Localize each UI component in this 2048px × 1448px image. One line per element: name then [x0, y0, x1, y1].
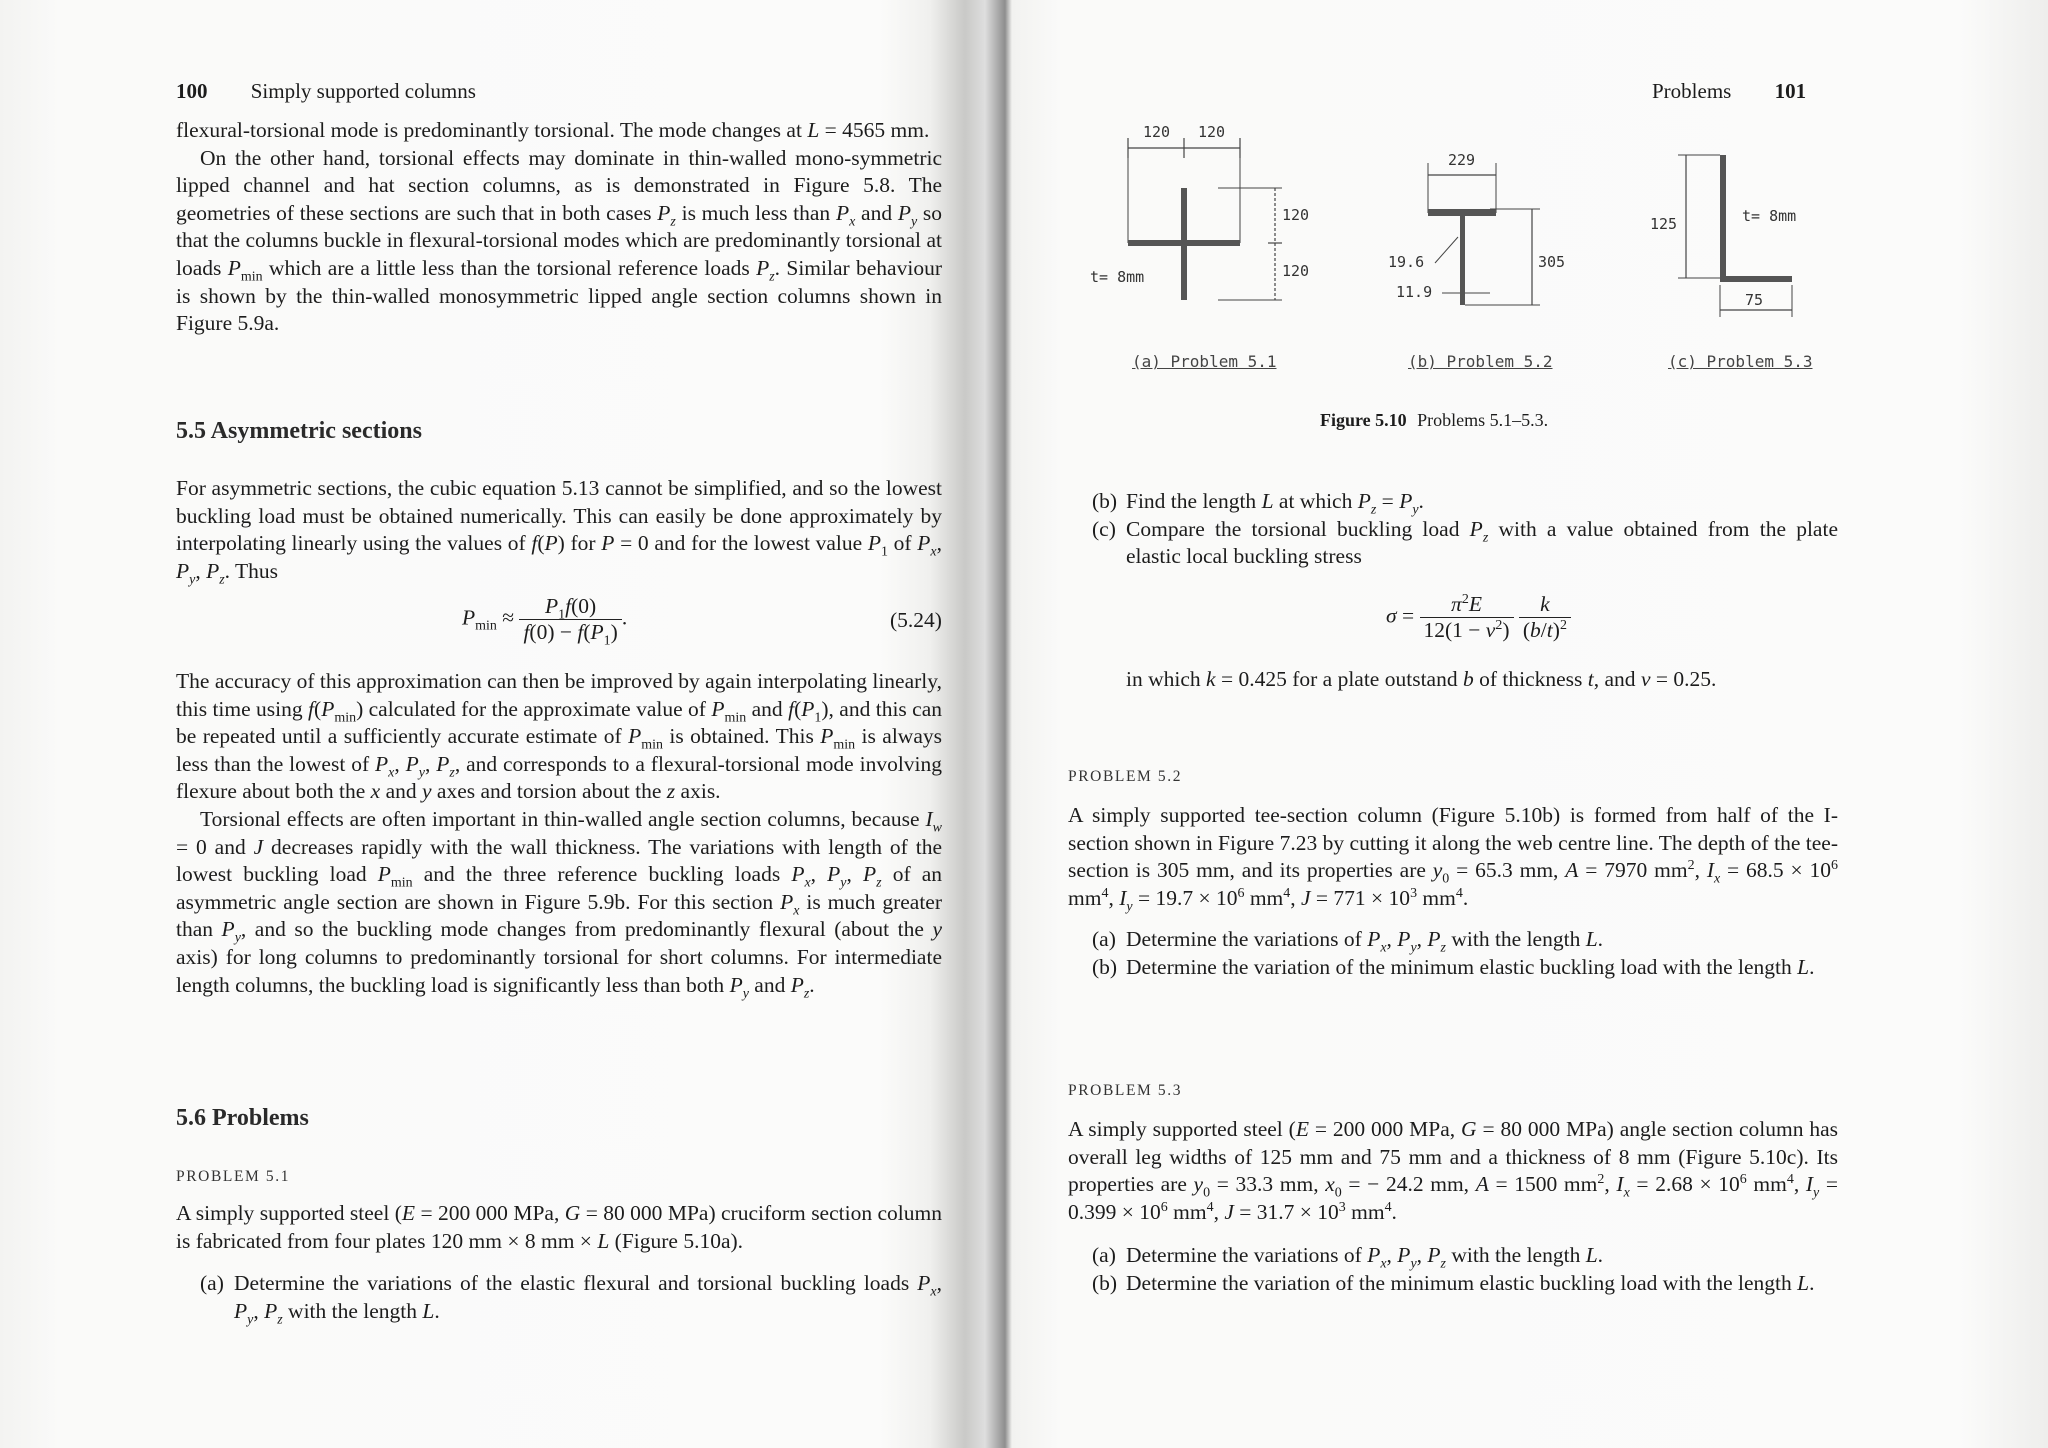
list-item: (a) Determine the variations of $P_x$, $P_y$, $P_z$ with the length L.: [1092, 927, 1604, 956]
figure-caption-text: Problems 5.1–5.3.: [1417, 410, 1549, 430]
figure-b-label: (b) Problem 5.2: [1408, 352, 1553, 371]
problem-5-3-list: [1092, 1242, 1838, 1297]
problem-5-3-statement: A simply supported steel (E = 200 000 MPa, G = 80 000 MPa) angle section column has overall leg widths of 125 mm and 75 mm and a thickness of 8 mm (Figure 5.10c). Its properties are $y_0 = 33.3$ mm, $x_0$ = − 24.2 mm, A = 1500 $mm^2$, $I_x = 2.68 \times 10^6$ $mm^4$, $I_y = 0.399 \times 10^6$ $mm^4$, $J = 31.7 \times 10^3$ $mm^4$.: [1068, 1117, 1839, 1224]
dim-flange-thickness: 19.6: [1388, 253, 1425, 271]
list-item: (a) Determine the variations of the elastic flexural and torsional buckling loads $P_x$, $P_y$, $P_z$ with the length L.: [200, 1271, 942, 1327]
left-page-header: [176, 79, 476, 104]
right-page-header: [1652, 79, 1806, 104]
problem-5-2-heading: PROBLEM 5.2: [1068, 768, 1183, 785]
dim-thickness-c: t= 8mm: [1742, 207, 1797, 225]
problem-5-2-list: [1092, 926, 1838, 981]
paragraph-monosymmetric: On the other hand, torsional effects may dominate in thin-walled mono-symmetric lipped channel and hat section columns, as is demonstrated in Figure 5.8. The geometries of these sections are such that in both cases $P_z$ is much less than $P_x$ and $P_y$ so that the columns buckle in flexural-torsional modes which are predominantly torsional at loads $P_{min}$ which are a little less than the torsional reference loads $P_z$. Similar behaviour is shown by the thin-walled monosymmetric lipped angle section columns shown in Figure 5.9a.: [176, 145, 943, 336]
figure-b-dimensions: [1380, 145, 1580, 325]
equation-number: (5.24): [890, 608, 942, 632]
list-item: (c) Compare the torsional buckling load $P_z$ with a value obtained from the plate elastic local buckling stress: [1092, 516, 1838, 569]
section-heading-5-6: 5.6 Problems: [176, 1105, 309, 1131]
dim-height-bottom: 120: [1282, 262, 1310, 280]
paragraph-torsional-effects: [176, 117, 942, 338]
page-number: 100: [176, 79, 208, 103]
paragraph-accuracy: The accuracy of this approximation can then be improved by again interpolating linearly, this time using $f(P_{min})$ calculated for the approximate value of $P_{min}$ and $f(P_1)$, and this can be repeated until a sufficiently accurate estimate of $P_{min}$ is obtained. This $P_{min}$ is always less than the lowest of $P_x$, $P_y$, $P_z$, and corresponds to a flexural-torsional mode involving flexure about both the x and y axes and torsion about the z axis. Torsional effects are often important in thin-walled angle section columns, because $I_w = 0$ and J decreases rapidly with the wall thickness. The variations with length of the lowest buckling load $P_{min}$ and the three reference buckling loads $P_x$, $P_y$, $P_z$ of an asymmetric angle section are shown in Figure 5.9b. For this section $P_x$ is much greater than $P_y$, and so the buckling mode changes from predominantly flexural (about the y axis) for long columns to predominantly torsional for short columns. For intermediate length columns, the buckling load is significantly less than both $P_y$ and $P_z$.: [176, 669, 943, 1001]
dim-web-thickness: 11.9: [1396, 283, 1433, 301]
problem-5-1-list: [200, 1270, 942, 1325]
figure-a-label: (a) Problem 5.1: [1132, 352, 1277, 371]
figure-caption: [1320, 410, 1548, 431]
figure-caption-label: Figure 5.10: [1320, 410, 1407, 430]
paragraph-mode-change: flexural-torsional mode is predominantly torsional. The mode changes at L = 4565 mm.: [176, 118, 930, 142]
problem-5-3-heading: PROBLEM 5.3: [1068, 1082, 1183, 1099]
dim-height-top: 120: [1282, 206, 1310, 224]
dim-width-left: 120: [1143, 123, 1171, 141]
paragraph-k-value: in which k = 0.425 for a plate outstand b of thickness t, and ν = 0.25.: [1126, 667, 1717, 691]
equation-sigma: σ = $\frac{\pi^2E}{12(1 - \nu^2)}$ $\frac{k}{(b/t)^2}$: [1386, 592, 1571, 643]
dim-thickness-a: t= 8mm: [1090, 268, 1145, 286]
running-head: Simply supported columns: [250, 79, 476, 103]
list-item: (b) Find the length L at which $P_z = P_y$.: [1092, 489, 1424, 518]
dim-depth: 305: [1538, 253, 1566, 271]
page-number: 101: [1774, 79, 1807, 103]
problem-5-2-statement: A simply supported tee-section column (Figure 5.10b) is formed from half of the I-section shown in Figure 7.23 by cutting it along the web centre line. The depth of the tee-section is 305 mm, and its properties are $y_0 = 65.3$ mm, A = 7970 $mm^2$, $I_x = 68.5 \times 10^6$ $mm^4$, $I_y = 19.7 \times 10^6$ $mm^4$, $J = 771 \times 10^3$ $mm^4$.: [1068, 803, 1838, 915]
problem-5-1-statement: A simply supported steel (E = 200 000 MPa, G = 80 000 MPa) cruciform section column is fabricated from four plates 120 mm × 8 mm × L (Figure 5.10a).: [176, 1201, 942, 1253]
list-item: (b) Determine the variation of the minimum elastic buckling load with the length L.: [1092, 954, 1815, 979]
dim-leg-short: 75: [1745, 291, 1764, 309]
dim-leg-long: 125: [1650, 215, 1678, 233]
list-item: (a) Determine the variations of $P_x$, $P_y$, $P_z$ with the length L.: [1092, 1243, 1604, 1272]
section-heading-5-5: 5.5 Asymmetric sections: [176, 418, 422, 444]
figure-c-label: (c) Problem 5.3: [1668, 352, 1813, 371]
paragraph-asymmetric: For asymmetric sections, the cubic equation 5.13 cannot be simplified, and so the lowest buckling load must be obtained numerically. This can easily be done approximately by interpolating linearly using the values of f(P) for P = 0 and for the lowest value $P_1$ of $P_x$, $P_y$, $P_z$. Thus: [176, 476, 942, 588]
equation-5-24: $P_{min}$ ≈ $\frac{P_1f(0)}{f(0) - f(P_1)}$ .: [462, 594, 628, 649]
problem-5-1-heading: PROBLEM 5.1: [176, 1168, 291, 1185]
problem-5-1-list-continued: [1092, 488, 1838, 571]
dim-flange-width: 229: [1448, 151, 1476, 169]
dim-width-right: 120: [1198, 123, 1226, 141]
figure-c-dimensions: [1650, 145, 1800, 335]
list-item: (b) Determine the variation of the minimum elastic buckling load with the length L.: [1092, 1270, 1815, 1295]
running-head: Problems: [1652, 79, 1732, 103]
